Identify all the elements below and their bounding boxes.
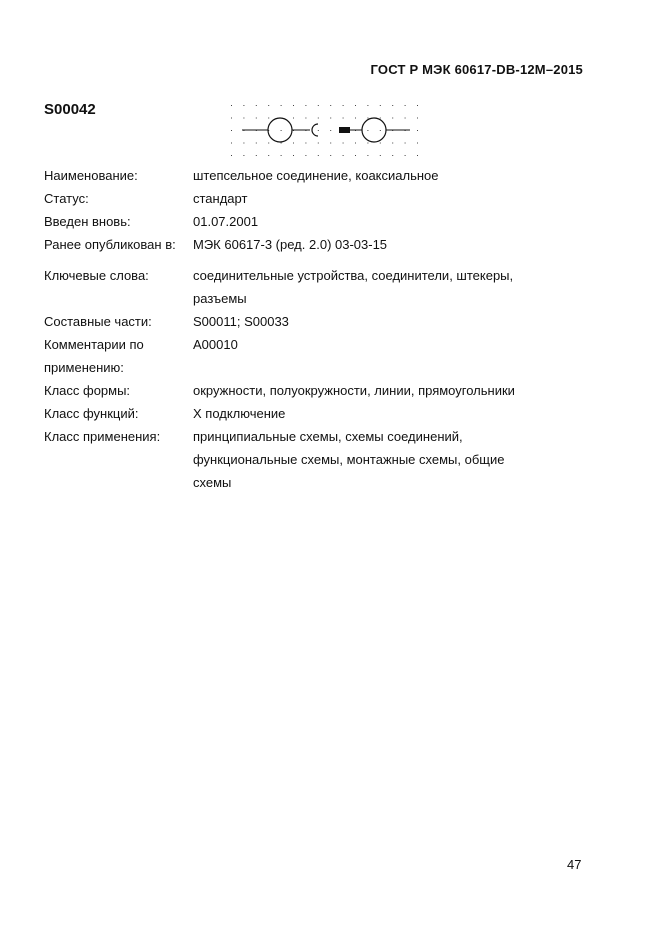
- page-number: 47: [567, 857, 582, 872]
- property-key: Наименование:: [44, 168, 138, 183]
- grid-dot: [392, 155, 393, 156]
- grid-dot: [281, 105, 282, 106]
- grid-dot: [305, 105, 306, 106]
- symbol-code: S00042: [44, 101, 96, 118]
- property-row: [44, 310, 604, 333]
- grid-dot: [380, 130, 381, 131]
- property-key: Статус:: [44, 191, 89, 206]
- grid-dot: [293, 105, 294, 106]
- grid-dot: [405, 143, 406, 144]
- grid-dot: [243, 155, 244, 156]
- property-key: Введен вновь:: [44, 214, 131, 229]
- grid-dot: [343, 143, 344, 144]
- grid-dot: [343, 155, 344, 156]
- properties-list: [44, 164, 604, 494]
- grid-dot: [405, 118, 406, 119]
- property-key: Класс функций:: [44, 406, 139, 421]
- grid-dot: [330, 155, 331, 156]
- property-key: Составные части:: [44, 314, 152, 329]
- grid-dot: [392, 105, 393, 106]
- grid-dot: [231, 155, 232, 156]
- grid-dot: [318, 118, 319, 119]
- property-key: Ключевые слова:: [44, 268, 149, 283]
- grid-dot: [367, 155, 368, 156]
- grid-dot: [293, 143, 294, 144]
- grid-dot: [281, 155, 282, 156]
- grid-dot: [380, 118, 381, 119]
- grid-dot: [281, 143, 282, 144]
- grid-dot: [355, 118, 356, 119]
- grid-dot: [330, 130, 331, 131]
- property-value: МЭК 60617-3 (ред. 2.0) 03-03-15: [193, 237, 388, 252]
- grid-dot: [231, 105, 232, 106]
- grid-dot: [268, 143, 269, 144]
- grid-dot: [243, 105, 244, 106]
- property-value: окружности, полуокружности, линии, прямоугольники: [193, 383, 515, 398]
- property-row: [44, 425, 604, 494]
- grid-dot: [417, 118, 418, 119]
- grid-dot: [330, 105, 331, 106]
- grid-dot: [355, 143, 356, 144]
- grid-dot: [367, 105, 368, 106]
- grid-dot: [405, 155, 406, 156]
- grid-dot: [343, 118, 344, 119]
- grid-dot: [343, 105, 344, 106]
- property-value: штепсельное соединение, коаксиальное: [193, 168, 439, 183]
- grid-dot: [417, 105, 418, 106]
- property-row: [44, 187, 604, 210]
- grid-dot: [392, 143, 393, 144]
- property-row: [44, 402, 604, 425]
- property-row: [44, 210, 604, 233]
- grid-dot: [330, 118, 331, 119]
- property-value: стандарт: [193, 191, 248, 206]
- property-value: соединительные устройства, соединители, штекеры, разъемы: [193, 268, 514, 306]
- grid-dot: [367, 118, 368, 119]
- property-key: Класс применения:: [44, 429, 161, 444]
- grid-dot: [305, 143, 306, 144]
- property-key: Ранее опубликован в:: [44, 237, 176, 252]
- grid-dot: [417, 155, 418, 156]
- grid-dot: [256, 105, 257, 106]
- grid-dot: [318, 105, 319, 106]
- property-key: Комментарии по применению:: [44, 337, 144, 375]
- grid-dot: [330, 143, 331, 144]
- grid-dot: [231, 143, 232, 144]
- property-value: принципиальные схемы, схемы соединений, функциональные схемы, монтажные схемы, общие схемы: [193, 429, 505, 490]
- grid-dot: [367, 143, 368, 144]
- grid-dot: [231, 130, 232, 131]
- grid-dot: [268, 105, 269, 106]
- grid-dot: [318, 155, 319, 156]
- grid-dot: [305, 155, 306, 156]
- grid-dot: [293, 155, 294, 156]
- document-header: ГОСТ Р МЭК 60617-DB-12M–2015: [370, 62, 583, 77]
- grid-dot: [417, 130, 418, 131]
- grid-dot: [256, 155, 257, 156]
- grid-dot: [305, 118, 306, 119]
- grid-dot: [256, 143, 257, 144]
- property-row: [44, 233, 604, 256]
- property-value: X подключение: [193, 406, 286, 421]
- coaxial-plug-connection-symbol: [228, 103, 424, 162]
- grid-dot: [405, 105, 406, 106]
- grid-dot: [293, 118, 294, 119]
- property-row: [44, 379, 604, 402]
- property-row: [44, 164, 604, 187]
- grid-dot: [281, 130, 282, 131]
- property-row: [44, 264, 604, 310]
- grid-dot: [380, 155, 381, 156]
- grid-dot: [380, 105, 381, 106]
- property-value: S00011; S00033: [193, 314, 289, 329]
- grid-dot: [268, 118, 269, 119]
- grid-dot: [268, 155, 269, 156]
- grid-dot: [355, 105, 356, 106]
- grid-dot: [231, 118, 232, 119]
- property-row: [44, 333, 604, 379]
- property-value: 01.07.2001: [193, 214, 259, 229]
- grid-dot: [243, 118, 244, 119]
- grid-dot: [367, 130, 368, 131]
- grid-dot: [380, 143, 381, 144]
- grid-dot: [318, 143, 319, 144]
- grid-dot: [318, 130, 319, 131]
- grid-dot: [417, 143, 418, 144]
- grid-dot: [355, 155, 356, 156]
- property-key: Класс формы:: [44, 383, 131, 398]
- grid-dot: [243, 143, 244, 144]
- grid-dot: [392, 118, 393, 119]
- property-value: A00010: [193, 337, 238, 352]
- grid-dot: [256, 118, 257, 119]
